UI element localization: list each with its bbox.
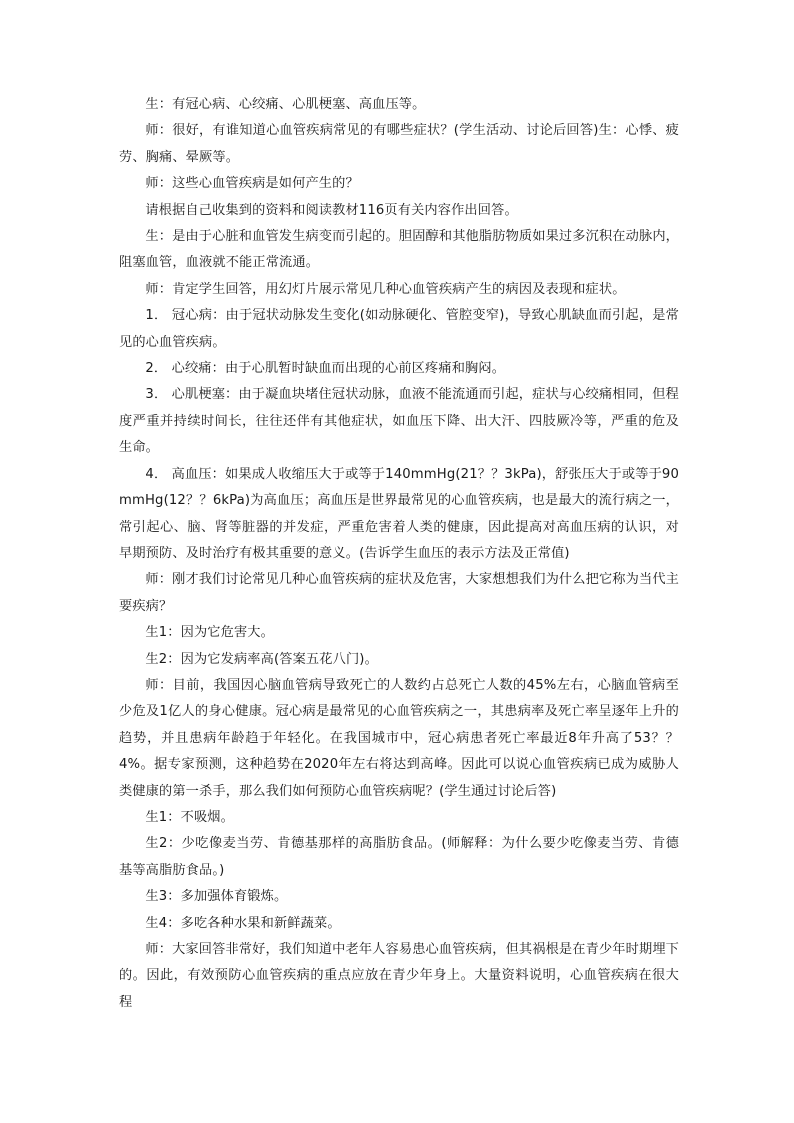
paragraph: 2． 心绞痛：由于心肌暂时缺血而出现的心前区疼痛和胸闷。	[145, 361, 506, 377]
paragraph: 1． 冠心病：由于冠状动脉发生变化(如动脉硬化、管腔变窄)，导致心肌缺血而引起，是常见的心血管疾病。	[119, 308, 679, 350]
paragraph: 生：是由于心脏和血管发生病变而引起的。胆固醇和其他脂肪物质如果过多沉积在动脉内，阻塞血管，血液就不能正常流通。	[119, 229, 679, 271]
paragraph: 师：刚才我们讨论常见几种心血管疾病的症状及危害，大家想想我们为什么把它称为当代主要疾病？	[119, 572, 679, 614]
paragraph: 生1：不吸烟。	[145, 809, 234, 825]
paragraph: 请根据自己收集到的资料和阅读教材116页有关内容作出回答。	[145, 202, 518, 218]
paragraph: 生：有冠心病、心绞痛、心肌梗塞、高血压等。	[145, 97, 426, 112]
paragraph: 师：目前，我国因心脑血管病导致死亡的人数约占总死亡人数的45%左右，心脑血管病至少危及1亿人的身心健康。冠心病是最常见的心血管疾病之一，其患病率及死亡率呈逐年上升的趋势，并且患病年龄趋于年轻化。在我国城市中，冠心病患者死亡率最近8年升高了53？？4%。据专家预测，这种趋势在2020年左右将达到高峰。因此可以说心血管疾病已成为威胁人类健康的第一杀手，那么我们如何预防心血管疾病呢？(学生通过讨论后答)	[119, 677, 679, 799]
paragraph: 师：肯定学生回答，用幻灯片展示常见几种心血管疾病产生的病因及表现和症状。	[145, 281, 626, 297]
paragraph: 4． 高血压：如果成人收缩压大于或等于140mmHg(21？？3kPa)，舒张压大于或等于90mmHg(12？？6kPa)为高血压；高血压是世界最常见的心血管疾病，也是最大的流行病之一，常引起心、脑、肾等脏器的并发症，严重危害着人类的健康，因此提高对高血压病的认识，对早期预防、及时治疗有极其重要的意义。(告诉学生血压的表示方法及正常值)	[119, 466, 679, 561]
paragraph: 生2：因为它发病率高(答案五花八门)。	[145, 651, 378, 667]
paragraph: 师：这些心血管疾病是如何产生的？	[145, 176, 359, 192]
paragraph: 师：大家回答非常好，我们知道中老年人容易患心血管疾病，但其祸根是在青少年时期埋下的。因此，有效预防心血管疾病的重点应放在青少年身上。大量资料说明，心血管疾病在很大程	[119, 942, 679, 1010]
paragraph: 生1：因为它危害大。	[145, 625, 274, 641]
paragraph: 3． 心肌梗塞：由于凝血块堵住冠状动脉，血液不能流通而引起，症状与心绞痛相同，但程度严重并持续时间长，往往还伴有其他症状，如血压下降、出大汗、四肢厥冷等，严重的危及生命。	[119, 387, 679, 456]
paragraph: 生3：多加强体育锻炼。	[145, 889, 288, 905]
paragraph: 师：很好，有谁知道心血管疾病常见的有哪些症状？(学生活动、讨论后回答)生：心悸、疲劳、胸痛、晕厥等。	[119, 123, 679, 165]
paragraph: 生4：多吃各种水果和新鲜蔬菜。	[145, 915, 341, 931]
document-body	[119, 92, 679, 1016]
paragraph: 生2：少吃像麦当劳、肯德基那样的高脂肪食品。(师解释：为什么要少吃像麦当劳、肯德基等高脂肪食品。)	[119, 836, 679, 878]
